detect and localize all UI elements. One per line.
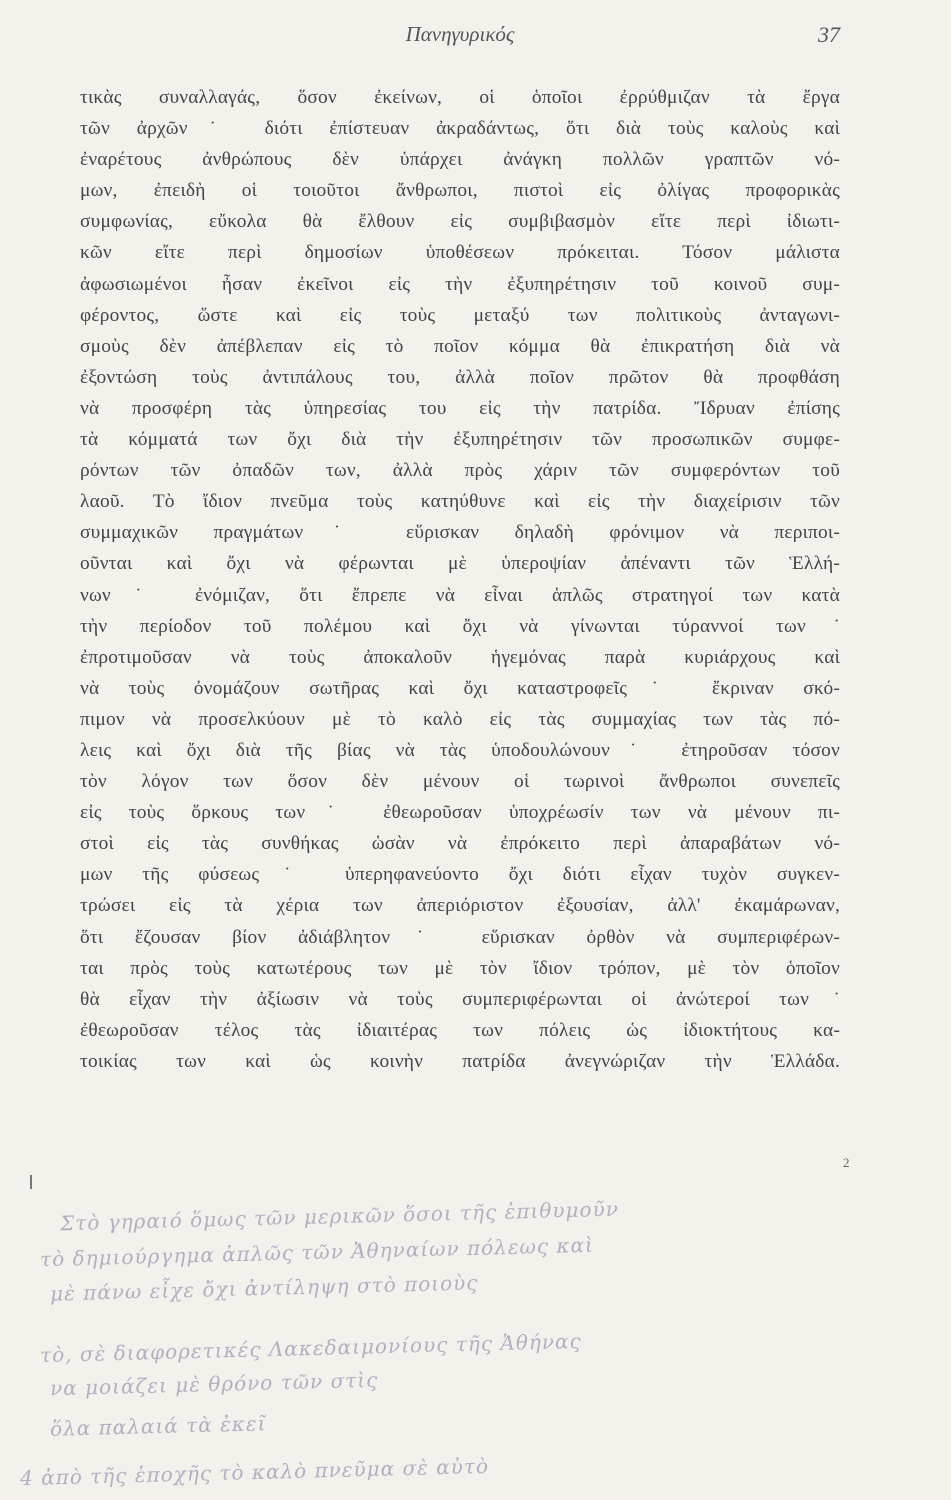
- handwritten-line: μὲ πάνω εἶχε ὄχι ἀντίληψη στὸ ποιοὺς: [49, 1270, 479, 1306]
- text-line: τὰ κόμματά των ὄχι διὰ τὴν ἐξυπηρέτησιν τῶν προσωπικῶν συμφε-: [80, 429, 840, 451]
- text-line: τικὰς συναλλαγάς, ὅσον ἐκείνων, οἱ ὁποῖοι ἐρρύθμιζαν τὰ ἔργα: [80, 87, 840, 108]
- handwritten-line: τὸ δημιούργημα ἀπλῶς τῶν Ἀθηναίων πόλεως καὶ: [39, 1232, 595, 1272]
- page-number: 37: [818, 22, 840, 47]
- text-line: κῶν εἴτε περὶ δημοσίων ὑποθέσεων πρόκειται. Τόσον μάλιστα: [80, 242, 840, 264]
- text-line: μων, ἐπειδὴ οἱ τοιοῦτοι ἄνθρωποι, πιστοὶ εἰς ὀλίγας προφορικὰς: [80, 180, 840, 202]
- handwritten-line: ὅλα παλαιά τὰ ἐκεῖ: [49, 1411, 267, 1441]
- text-line: θὰ εἶχαν τὴν ἀξίωσιν νὰ τοὺς συμπεριφέρωνται οἱ ἀνώτεροί των˙: [80, 988, 840, 1010]
- text-line: ὅτι ἔζουσαν βίον ἀδιάβλητον˙ εὕρισκαν ὀρθὸν νὰ συμπεριφέρων-: [80, 926, 840, 948]
- footnote-mark: 2: [843, 1155, 850, 1170]
- text-line: τῶν ἀρχῶν˙ διότι ἐπίστευαν ἀκραδάντως, ὅτι διὰ τοὺς καλοὺς καὶ: [80, 118, 840, 140]
- text-line: στοὶ εἰς τὰς συνθήκας ὡσὰν νὰ ἐπρόκειτο περὶ ἀπαραβάτων νό-: [80, 833, 840, 855]
- text-line: τὴν περίοδον τοῦ πολέμου καὶ ὄχι νὰ γίνωνται τύραννοί των˙: [80, 615, 840, 637]
- text-line: τοικίας των καὶ ὡς κοινὴν πατρίδα ἀνεγνώριζαν τὴν Ἑλλάδα.: [80, 1050, 840, 1072]
- text-line: ἐθεωροῦσαν τέλος τὰς ἰδιαιτέρας των πόλεις ὡς ἰδιοκτήτους κα-: [80, 1019, 840, 1041]
- text-line: τρώσει εἰς τὰ χέρια των ἀπεριόριστον ἐξουσίαν, ἀλλ' ἐκαμάρωναν,: [80, 895, 840, 917]
- text-line: ρόντων τῶν ὀπαδῶν των, ἀλλὰ πρὸς χάριν τῶν συμφερόντων τοῦ: [80, 460, 840, 482]
- text-line: ἀφωσιωμένοι ἦσαν ἐκεῖνοι εἰς τὴν ἐξυπηρέτησιν τοῦ κοινοῦ συμ-: [80, 273, 840, 295]
- text-line: νὰ προσφέρη τὰς ὑπηρεσίας του εἰς τὴν πατρίδα. Ἴδρυαν ἐπίσης: [80, 397, 840, 419]
- text-line: νων˙ ἐνόμιζαν, ὅτι ἔπρεπε νὰ εἶναι ἁπλῶς στρατηγοί των κατὰ: [80, 584, 840, 606]
- body-text: [80, 82, 840, 1077]
- handwritten-line: Στὸ γηραιό ὅμως τῶν μερικῶν ὅσοι τῆς ἐπιθυμοῦν: [59, 1196, 620, 1236]
- text-line: λαοῦ. Τὸ ἴδιον πνεῦμα τοὺς κατηύθυνε καὶ εἰς τὴν διαχείρισιν τῶν: [80, 491, 840, 513]
- text-line: ἐξοντώση τοὺς ἀντιπάλους του, ἀλλὰ ποῖον πρῶτον θὰ προφθάση: [80, 366, 840, 388]
- handwritten-line: τὸ, σὲ διαφορετικές Λακεδαιμονίους τῆς Ἀθήνας: [39, 1328, 582, 1368]
- running-title: Πανηγυρικός: [405, 22, 515, 46]
- text-line: οῦνται καὶ ὄχι νὰ φέρωνται μὲ ὑπεροψίαν ἀπέναντι τῶν Ἑλλή-: [80, 553, 840, 575]
- margin-mark: [30, 1175, 32, 1189]
- text-line: ἐναρέτους ἀνθρώπους δὲν ὑπάρχει ἀνάγκη πολλῶν γραπτῶν νό-: [80, 149, 840, 171]
- text-line: πιμον νὰ προσελκύουν μὲ τὸ καλὸ εἰς τὰς συμμαχίας των τὰς πό-: [80, 708, 840, 730]
- text-line: νὰ τοὺς ὀνομάζουν σωτῆρας καὶ ὄχι καταστροφεῖς˙ ἔκριναν σκό-: [80, 677, 840, 699]
- text-line: μων τῆς φύσεως˙ ὑπερηφανεύοντο ὄχι διότι εἶχαν τυχὸν συγκεν-: [80, 864, 840, 886]
- text-line: τὸν λόγον των ὅσον δὲν μένουν οἱ τωρινοὶ ἄνθρωποι συνεπεῖς: [80, 771, 840, 793]
- page-header: [80, 22, 840, 52]
- text-line: συμφωνίας, εὔκολα θὰ ἔλθουν εἰς συμβιβασμὸν εἴτε περὶ ἰδιωτι-: [80, 211, 840, 233]
- text-line: λεις καὶ ὄχι διὰ τῆς βίας νὰ τὰς ὑποδουλώνουν˙ ἐτηροῦσαν τόσον: [80, 739, 840, 761]
- text-line: σμοὺς δὲν ἀπέβλεπαν εἰς τὸ ποῖον κόμμα θὰ ἐπικρατήση διὰ νὰ: [80, 335, 840, 357]
- text-line: συμμαχικῶν πραγμάτων˙ εὕρισκαν δηλαδὴ φρόνιμον νὰ περιποι-: [80, 522, 840, 544]
- text-line: ται πρὸς τοὺς κατωτέρους των μὲ τὸν ἴδιον τρόπον, μὲ τὸν ὁποῖον: [80, 957, 840, 979]
- handwritten-notes: [0, 1196, 951, 1500]
- text-line: ἐπροτιμοῦσαν νὰ τοὺς ἀποκαλοῦν ἡγεμόνας παρὰ κυριάρχους καὶ: [80, 646, 840, 668]
- handwritten-line: να μοιάζει μὲ θρόνο τῶν στὶς: [49, 1367, 379, 1401]
- text-line: εἰς τοὺς ὅρκους των˙ ἐθεωροῦσαν ὑποχρέωσίν των νὰ μένουν πι-: [80, 802, 840, 824]
- text-line: φέροντος, ὥστε καὶ εἰς τοὺς μεταξύ των πολιτικοὺς ἀνταγωνι-: [80, 304, 840, 326]
- handwritten-line: 4 ἀπὸ τῆς ἐποχῆς τὸ καλὸ πνεῦμα σὲ αὐτὸ: [19, 1453, 490, 1491]
